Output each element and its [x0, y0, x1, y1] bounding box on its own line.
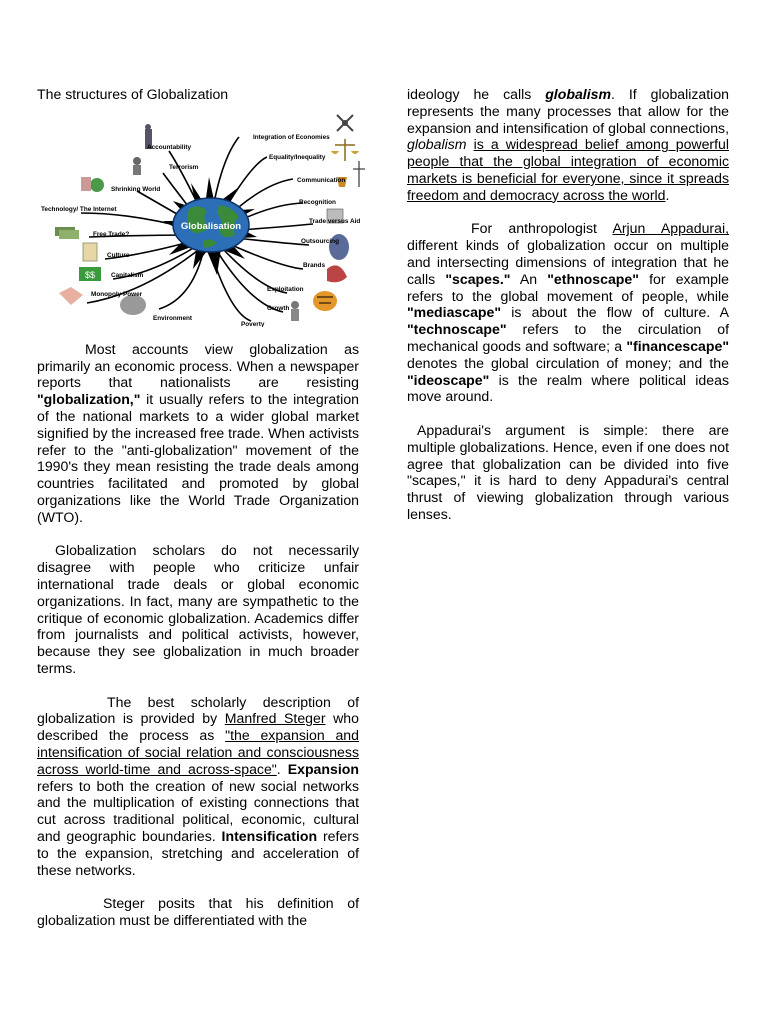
label-technology-internet: Technology/ The Internet — [41, 205, 117, 213]
label-growth: Growth — [267, 304, 290, 312]
label-integration-of-economies: Integration of Economies — [253, 133, 330, 141]
label-brands: Brands — [303, 261, 326, 269]
label-communication: Communication — [297, 176, 346, 184]
tiger-icon — [313, 291, 337, 311]
poverty-figure-icon — [291, 301, 299, 321]
text: Steger posits that his definition of globalization must be differentiated with the — [37, 895, 359, 928]
text: is about the flow of culture. A — [501, 304, 729, 321]
bold-term: "globalization," — [37, 391, 141, 408]
label-free-trade: Free Trade? — [93, 230, 130, 238]
satellite-icon — [337, 115, 353, 131]
text: An — [510, 270, 548, 287]
globe-label: Globalisation — [180, 220, 242, 232]
text: Most accounts view globalization as primarily an economic process. When a newspaper reports that nationalists are resisting — [37, 340, 359, 391]
globalization-mindmap — [41, 109, 365, 327]
appadurai-link[interactable]: Arjun Appadurai, — [612, 220, 729, 237]
paragraph-steger-definition — [37, 694, 359, 879]
svg-text:$$: $$ — [85, 269, 96, 280]
label-equality-inequality: Equality/Inequality — [269, 153, 326, 161]
right-column — [407, 86, 729, 523]
paragraph-appadurai-argument — [407, 422, 729, 523]
bold-term-expansion: Expansion — [287, 760, 359, 777]
text: different kinds of globalization occur on multiple and intersecting dimensions of integration that he calls — [407, 237, 729, 287]
scroll-icon — [83, 243, 97, 261]
paragraph-globalism — [407, 86, 729, 204]
bold-term-scapes: "scapes." — [445, 270, 511, 287]
label-capitalism: Capitalism — [111, 271, 144, 279]
label-accountability: Accountability — [147, 143, 192, 151]
label-environment: Environment — [153, 314, 193, 322]
bold-term-mediascape: "mediascape" — [407, 304, 502, 321]
text: . If globalization represents the many processes that allow for the expansion and intensification of global connections, — [407, 86, 729, 136]
italic-term: globalism — [407, 136, 467, 153]
text: who described the process as — [37, 710, 359, 744]
tower-icon — [353, 161, 365, 187]
steger-link[interactable]: Manfred Steger — [224, 710, 326, 727]
globe-graphic — [173, 198, 249, 252]
terror-figure-icon — [133, 157, 141, 175]
label-recognition: Recognition — [299, 198, 336, 206]
paragraph-steger-posits — [37, 895, 359, 929]
world-icon — [81, 177, 104, 192]
left-column — [37, 86, 359, 929]
bold-italic-term: globalism — [545, 86, 611, 102]
shark-icon — [327, 265, 347, 282]
label-culture: Culture — [107, 251, 130, 259]
bold-term-financescape: "financescape" — [626, 337, 729, 354]
text: refers to the expansion, stretching and acceleration of these networks. — [37, 827, 359, 878]
text: refers to both the creation of new social networks and the multiplication of existing connections that cut across traditional political, economic, cultural and geographic boundaries. — [37, 777, 359, 844]
text: . — [276, 760, 288, 777]
mindmap-svg — [41, 109, 365, 327]
scales-icon — [331, 139, 359, 161]
bold-term-ethnoscape: "ethnoscape" — [547, 270, 639, 287]
paragraph-scholars — [37, 542, 359, 676]
label-trade-versus-aid: Trade versus Aid — [309, 217, 361, 225]
label-terrorism: Terrorism — [169, 163, 199, 171]
bold-term-intensification: Intensification — [221, 827, 318, 844]
text: refers to the circulation of mechanical goods and software; a — [407, 321, 729, 354]
paragraph-appadurai-scapes — [407, 220, 729, 405]
steger-quote: "the expansion and intensification of social relation and consciousness across world-time and across-space" — [37, 727, 359, 777]
text: Appadurai's argument is simple: there are multiple globalizations. Hence, even if one does not agree that globalization can be divided into five "scapes," it is hard to deny Appadurai's central thrust of viewing globalization through various lenses. — [407, 421, 729, 522]
bold-term-technoscape: "technoscape" — [407, 321, 507, 338]
text: is the realm where political ideas move around. — [407, 371, 729, 405]
text: For anthropologist — [471, 220, 613, 237]
text: The best scholarly description of globalization is provided by — [37, 693, 359, 727]
label-poverty: Poverty — [241, 320, 265, 327]
text: Globalization scholars do not necessarily disagree with people who criticize unfair international trade deals or global economic organizations. In fact, many are sympathetic to the critique of economic globalization. Academics differ from journalists and political activists, however, because they see globalization in much broader terms. — [37, 542, 359, 676]
section-heading: The structures of Globalization — [37, 86, 229, 102]
underlined-belief: is a widespread belief among powerful people that the global integration of economic markets is beneficial for everyone, since it spreads freedom and democracy across the world — [407, 136, 730, 203]
bold-term-ideoscape: "ideoscape" — [407, 371, 490, 388]
text: it usually refers to the integration of the national markets to a wider global market signified by the increased free trade. When activists refer to the "anti-globalization" movement of the 1990's they mean resisting the trade deals among countries facilitated and promoted by global organizations like the World Trade Organization (WTO). — [37, 391, 359, 525]
elephant-icon — [120, 295, 146, 315]
money-icon — [55, 227, 79, 239]
label-monopoly-power: Monopoly Power — [91, 290, 143, 298]
text: for example refers to the global movement of people, while — [407, 270, 729, 304]
paragraph-economic-process — [37, 341, 359, 526]
text: denotes the global circulation of money; and the — [407, 354, 729, 371]
handshake-icon — [59, 287, 83, 305]
label-shrinking-world: Shrinking World — [111, 185, 161, 193]
text: ideology he calls — [407, 86, 546, 102]
label-exploitation: Exploitation — [267, 285, 304, 293]
text: . — [665, 186, 670, 203]
dollar-icon — [79, 267, 101, 281]
text — [467, 136, 474, 152]
label-outsourcing: Outsourcing — [301, 237, 339, 245]
